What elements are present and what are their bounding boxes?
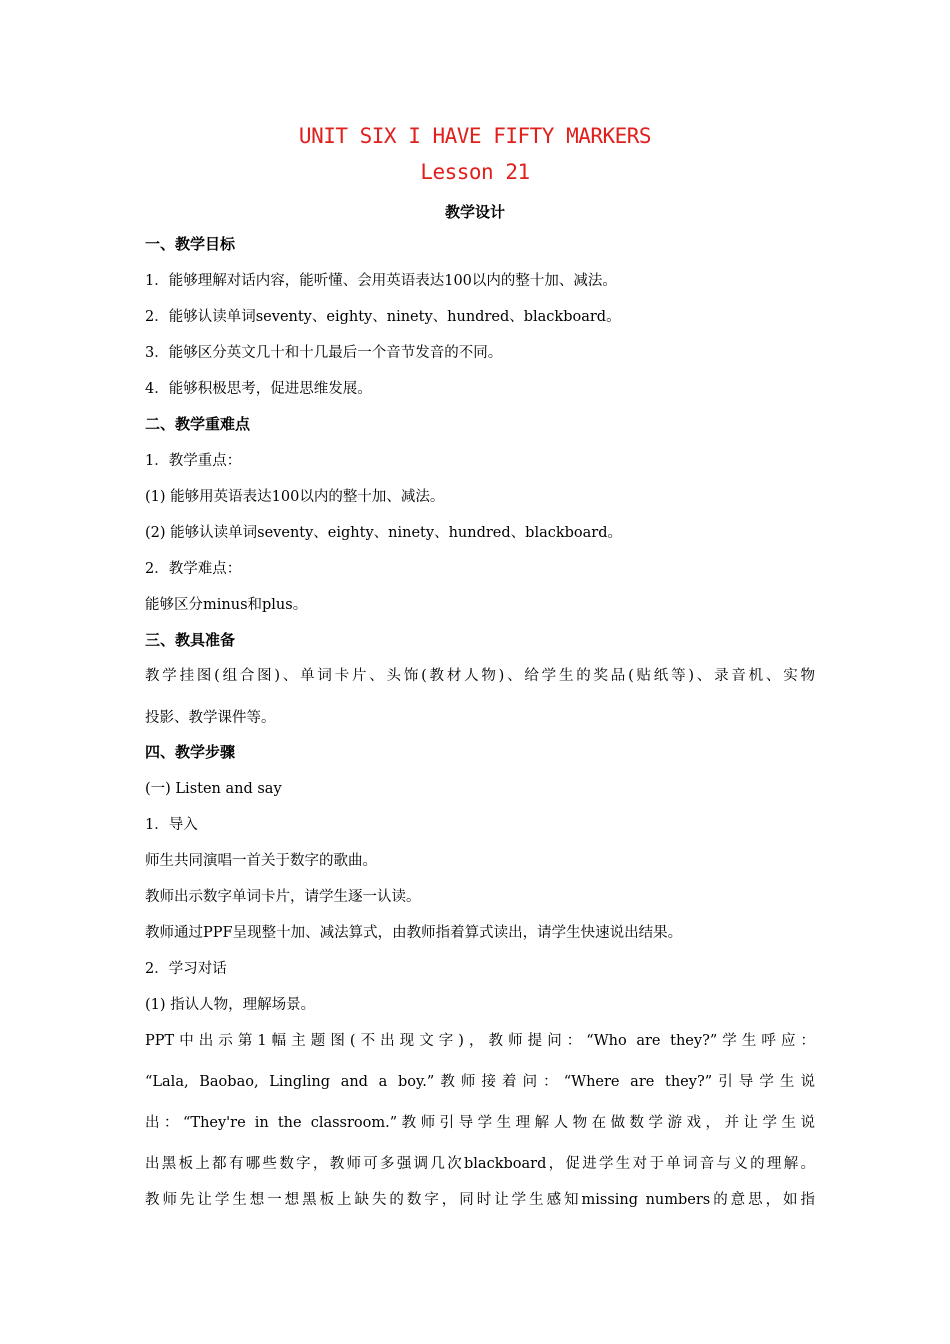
- procedure-text: 教师通过PPF呈现整十加、减法算式，由教师指着算式读出，请学生快速说出结果。: [145, 925, 683, 941]
- procedure-paragraph-line: 教师先让学生想一想黑板上缺失的数字，同时让学生感知missing numbers的意思，如指: [145, 1192, 815, 1208]
- materials-line: 教学挂图(组合图)、单词卡片、头饰(教材人物)、给学生的奖品(贴纸等)、录音机、实物: [145, 668, 815, 684]
- procedure-text: 师生共同演唱一首关于数字的歌曲。: [145, 853, 377, 869]
- procedure-step-title: 1．导入: [145, 817, 198, 833]
- key-point-item: (2) 能够认读单词seventy、eighty、ninety、hundred、blackboard。: [145, 525, 623, 541]
- difficult-points-label: 2．教学难点：: [145, 561, 242, 577]
- procedure-text: 教师出示数字单词卡片，请学生逐一认读。: [145, 889, 421, 905]
- section-heading-procedure: 四、教学步骤: [145, 743, 236, 761]
- materials-line: 投影、教学课件等。: [145, 710, 276, 726]
- key-points-label: 1．教学重点：: [145, 453, 242, 469]
- section-heading-materials: 三、教具准备: [145, 631, 236, 649]
- objective-item: 3．能够区分英文几十和十几最后一个音节发音的不同。: [145, 345, 503, 361]
- procedure-subtitle: (1) 指认人物，理解场景。: [145, 997, 316, 1013]
- procedure-part-title: (一) Listen and say: [145, 781, 282, 797]
- procedure-paragraph-line: 出：“They're in the classroom.”教师引导学生理解人物在做数学游戏，并让学生说: [145, 1115, 815, 1131]
- unit-title: UNIT SIX I HAVE FIFTY MARKERS: [298, 124, 652, 148]
- procedure-paragraph-line: “Lala, Baobao, Lingling and a boy.”教师接着问：“Where are they?”引导学生说: [145, 1074, 815, 1090]
- lesson-title: Lesson 21: [420, 160, 530, 184]
- procedure-paragraph-line: PPT中出示第1幅主题图(不出现文字)，教师提问：“Who are they?”学生呼应：: [145, 1033, 815, 1049]
- procedure-step-title: 2．学习对话: [145, 961, 227, 977]
- section-heading-objectives: 一、教学目标: [145, 235, 236, 253]
- key-point-item: (1) 能够用英语表达100以内的整十加、减法。: [145, 489, 445, 505]
- difficult-point-item: 能够区分minus和plus。: [145, 597, 308, 613]
- procedure-paragraph-line: 出黑板上都有哪些数字，教师可多强调几次blackboard，促进学生对于单词音与义的理解。: [145, 1156, 815, 1172]
- objective-item: 1．能够理解对话内容，能听懂、会用英语表达100以内的整十加、减法。: [145, 273, 617, 289]
- objective-item: 4．能够积极思考，促进思维发展。: [145, 381, 372, 397]
- objective-item: 2．能够认读单词seventy、eighty、ninety、hundred、blackboard。: [145, 309, 621, 325]
- document-subtitle: 教学设计: [444, 203, 505, 221]
- section-heading-key-points: 二、教学重难点: [145, 415, 251, 433]
